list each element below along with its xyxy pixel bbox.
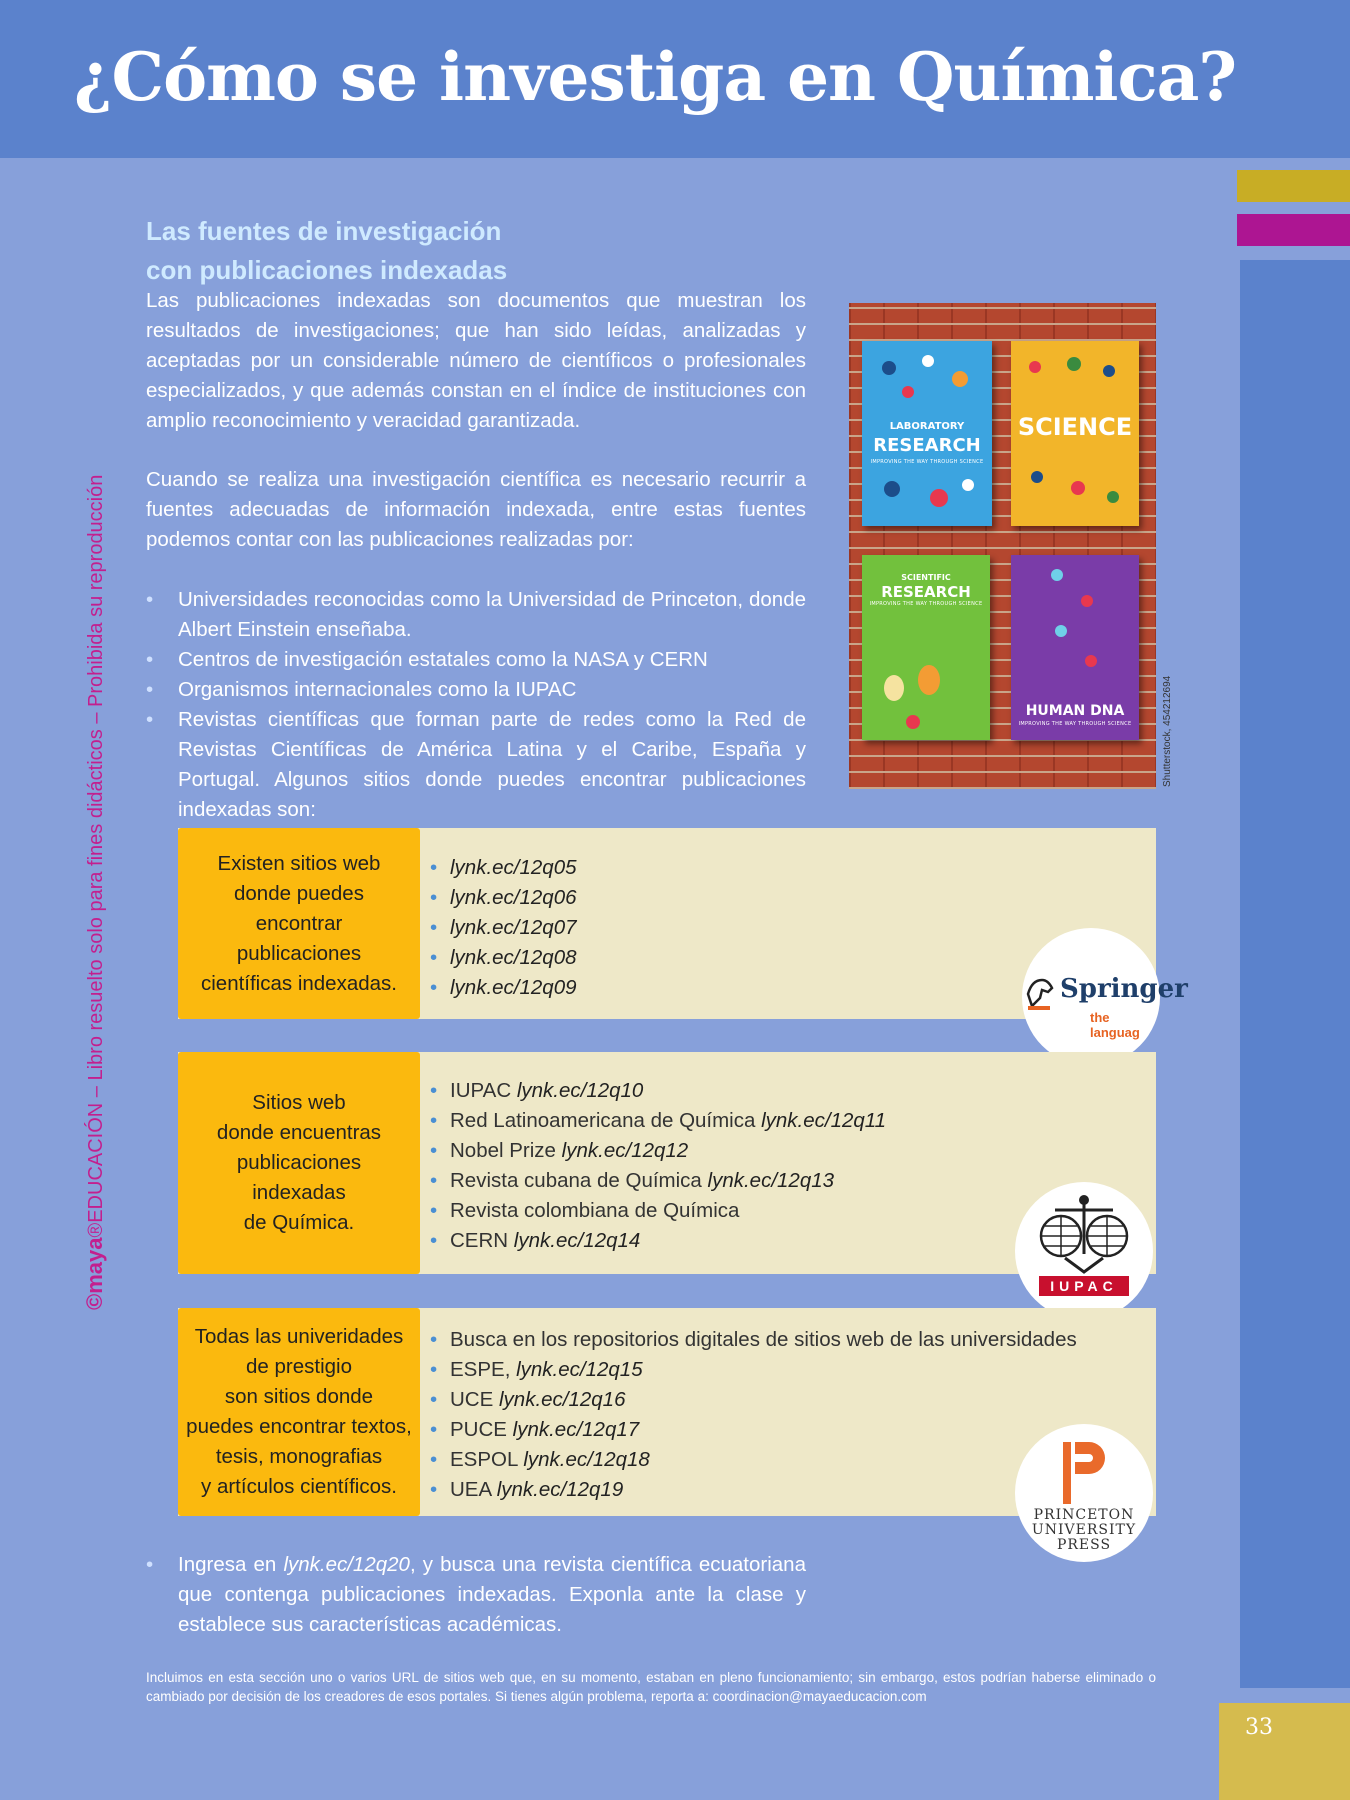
list-item [430,1166,886,1196]
link-list [430,1076,886,1256]
princeton-logo [1015,1424,1153,1562]
link-list [430,1325,1077,1505]
link[interactable]: lynk.ec/12q13 [707,1169,835,1192]
side-credit [82,474,108,1310]
link[interactable]: lynk.ec/12q07 [450,916,577,939]
book-2-title: SCIENCE [1017,413,1133,441]
book-3-title: RESEARCH [881,583,971,601]
page-number-box [1219,1703,1350,1800]
book-scientific-research [862,555,990,740]
list-item [430,1355,1077,1385]
list-item: • Universidades reconocidas como la Universidad de Princeton, donde Albert Einstein enseñaba. [146,585,806,645]
book-1-top: LABORATORY [889,421,965,432]
photo-credit: Shutterstock, 454212694 [1162,675,1173,787]
activity-text: , y busca una revista científica ecuatoriana que contenga publicaciones indexadas. Exponla ante la clase y establece sus características académicas. [178,1553,806,1636]
link[interactable]: lynk.ec/12q10 [516,1079,644,1102]
label-line: y artículos científicos. [201,1475,397,1498]
label-line: publicaciones [236,941,362,965]
heading-line-1: Las fuentes de investigación [146,216,502,246]
link[interactable]: lynk.ec/12q05 [450,856,577,879]
label-line: indexadas [252,1181,346,1204]
info-box-2 [178,1052,1156,1274]
item-text: Revista colombiana de Química [450,1199,740,1222]
list-item [430,853,577,883]
link[interactable]: lynk.ec/12q15 [516,1358,643,1381]
book-4-subtitle: IMPROVING THE WAY THROUGH SCIENCE [1018,721,1132,727]
book-3-top: SCIENTIFIC [901,573,951,582]
link[interactable]: lynk.ec/12q18 [523,1448,650,1471]
brand-name: ©maya [82,1237,107,1310]
list-item [430,913,577,943]
magenta-tab [1237,214,1350,246]
book-laboratory-research [862,341,992,526]
item-text: Nobel Prize [450,1139,562,1162]
list-item [430,943,577,973]
springer-tagline: the languag [1090,1010,1140,1040]
label-line: donde puedes [234,881,364,905]
book-1-subtitle: IMPROVING THE WAY THROUGH SCIENCE [870,459,984,465]
item-text: IUPAC [450,1079,517,1102]
list-item [430,1415,1077,1445]
activity-text: Ingresa en [178,1553,284,1576]
heading-line-2: con publicaciones indexadas [146,255,508,285]
list-item [430,1226,886,1256]
label-line: encontrar [255,911,343,935]
item-text: Red Latinoamericana de Química [450,1109,762,1132]
iupac-logo [1015,1182,1153,1320]
item-text: CERN [450,1229,514,1252]
label-line: de prestigio [246,1355,352,1378]
label-line: donde encuentras [216,1121,382,1144]
link[interactable]: lynk.ec/12q08 [450,946,577,969]
section-heading [146,212,706,290]
label-line: Todas las univeridades [194,1325,404,1348]
iupac-globe-icon [1015,1182,1153,1320]
activity-list [146,1550,806,1640]
link[interactable]: lynk.ec/12q16 [498,1388,626,1411]
item-text: UCE [450,1388,499,1411]
book-4-title: HUMAN DNA [1025,703,1125,719]
info-box-3 [178,1308,1156,1516]
iupac-wordmark: IUPAC [1039,1276,1129,1296]
list-item [430,1106,886,1136]
gold-tab [1237,170,1350,202]
url-disclaimer: Incluimos en esta sección uno o varios URL de sitios web que, en su momento, estaban en pleno funcionamiento; sin embargo, estos podrían haberse eliminado o cambiado por decisión de los creadores de esos portales. Si tienes algún problema, reporta a: coordinacion@mayaeducacion.com [146,1670,1156,1704]
label-line: Sitios web [252,1091,346,1114]
link[interactable]: lynk.ec/12q14 [513,1229,641,1252]
springer-wordmark: Springer [1060,974,1188,1004]
sources-list [146,585,806,825]
list-item [430,1445,1077,1475]
label-line: tesis, monografias [215,1445,383,1468]
item-text: PUCE [450,1418,513,1441]
book-human-dna [1011,555,1139,740]
link[interactable]: lynk.ec/12q06 [450,886,577,909]
list-item [430,1076,886,1106]
item-text: Busca en los repositorios digitales de sitios web de las universidades [450,1328,1077,1351]
item-text: UEA [450,1478,497,1501]
box-label [178,828,420,1019]
list-item [430,973,577,1003]
box-label [178,1308,420,1516]
book-1-title: RESEARCH [873,435,981,456]
list-item: • Centros de investigación estatales como la NASA y CERN [146,645,806,675]
label-line: de Química. [243,1211,355,1234]
intro-paragraph: Las publicaciones indexadas son documentos que muestran los resultados de investigaciones; que han sido leídas, analizadas y aceptadas por un considerable número de científicos o profesionales especializados, y que además constan en el índice de instituciones con amplio reconocimiento y veracidad garantizada. [146,289,806,432]
label-line: Existen sitios web [217,851,381,875]
item-text: ESPOL [450,1448,524,1471]
list-item [430,1385,1077,1415]
label-line: científicas indexadas. [200,971,397,995]
list-item [430,1325,1077,1355]
link[interactable]: lynk.ec/12q17 [512,1418,640,1441]
label-line: son sitios donde [224,1385,374,1408]
item-text: ESPE, [450,1358,517,1381]
box-label [178,1052,420,1274]
link[interactable]: lynk.ec/12q19 [496,1478,624,1501]
page-title: ¿Cómo se investiga en Química? [73,38,1237,116]
list-item [430,1475,1077,1505]
list-item [430,1196,886,1226]
list-item [430,1136,886,1166]
sources-paragraph: Cuando se realiza una investigación científica es necesario recurrir a fuentes adecuadas de información indexada, entre estas fuentes podemos contar con las publicaciones realizadas por: [146,468,806,551]
item-text: Revista cubana de Química [450,1169,708,1192]
link[interactable]: lynk.ec/12q12 [561,1139,689,1162]
books-photo [849,303,1156,789]
book-3-subtitle: IMPROVING THE WAY THROUGH SCIENCE [869,601,983,607]
book-science [1011,341,1139,526]
list-item: • Organismos internacionales como la IUPAC [146,675,806,705]
springer-logo [1022,928,1188,1066]
side-credit-text: ®EDUCACIÓN – Libro resuelto solo para fines didácticos – Prohibida su reproducción [85,474,107,1238]
link[interactable]: lynk.ec/12q09 [450,976,577,999]
list-item [430,883,577,913]
activity-link[interactable]: lynk.ec/12q20 [283,1553,410,1576]
link-list [430,853,577,1003]
activity-item [146,1550,806,1640]
label-line: publicaciones [236,1151,362,1174]
info-box-1 [178,828,1156,1019]
label-line: puedes encontrar textos, [186,1415,412,1438]
list-item: • Revistas científicas que forman parte de redes como la Red de Revistas Científicas de América Latina y el Caribe, España y Portugal. Algunos sitios donde puedes encontrar publicaciones indexadas son: [146,705,806,825]
princeton-wordmark: PRINCETON UNIVERSITY PRESS [1031,1507,1137,1553]
link[interactable]: lynk.ec/12q11 [761,1109,887,1132]
right-margin-bar [1240,260,1350,1688]
page-number: 33 [1245,1715,1273,1740]
